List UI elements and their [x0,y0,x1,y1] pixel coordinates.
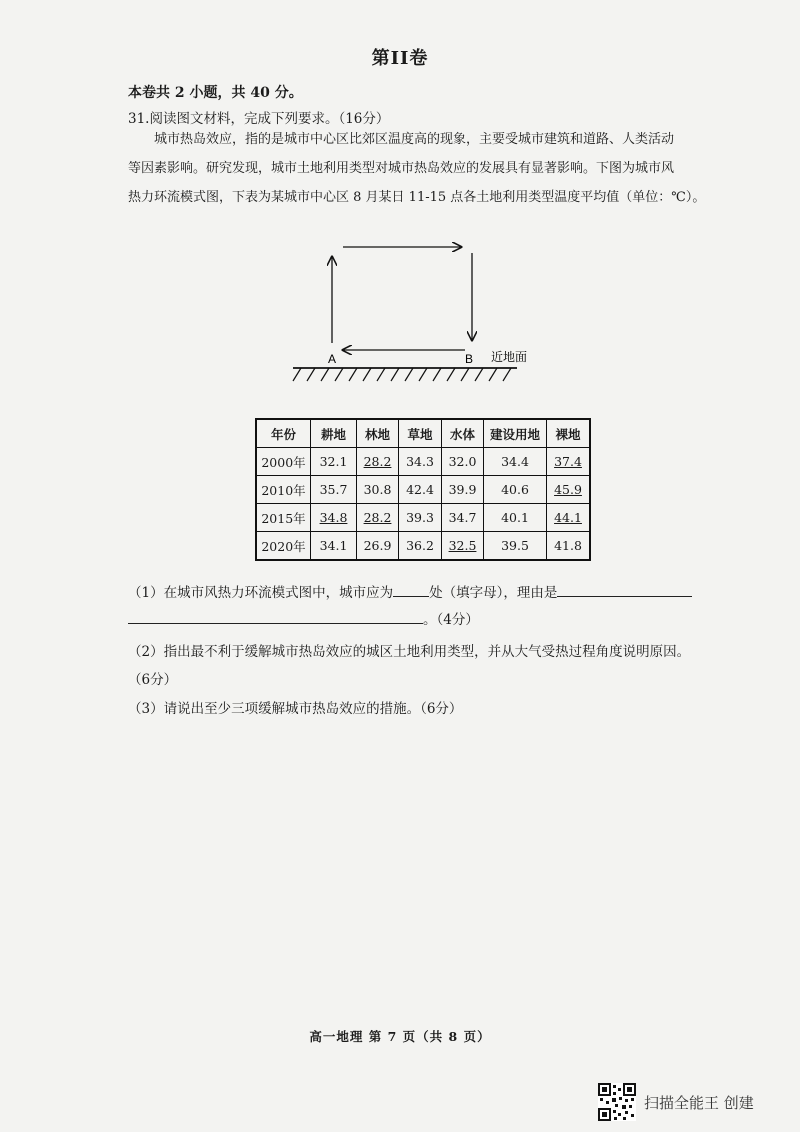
table-cell: 36.2 [399,532,442,561]
heat-circulation-diagram [285,235,545,385]
table-cell: 2015年 [256,504,311,532]
table-cell: 28.2 [357,504,399,532]
header-water: 水体 [442,419,484,448]
intro-line: 城市热岛效应，指的是城市中心区比郊区温度高的现象，主要受城市建筑和道路、人类活动 [154,132,675,147]
table-cell: 2010年 [256,476,311,504]
table-cell: 39.5 [484,532,547,561]
ground-label: 近地面 [491,350,528,364]
ground-hatching [293,368,511,381]
point-b-label: B [465,352,474,366]
table-row [256,476,590,504]
land-use-temperature-table [255,418,591,561]
table-cell: 30.8 [357,476,399,504]
question-1-end: 。（4分） [423,612,479,628]
question-2-line-2: （6分） [128,672,178,688]
table-cell: 34.7 [442,504,484,532]
table-cell: 39.3 [399,504,442,532]
question-1-text-cont: 处（填字母），理由是 [429,585,558,601]
header-grassland: 草地 [399,419,442,448]
header-bareland: 裸地 [547,419,591,448]
table-cell: 34.3 [399,448,442,476]
question-heading: 31.阅读图文材料，完成下列要求。（16分） [128,111,390,127]
table-cell: 34.4 [484,448,547,476]
table-cell: 40.1 [484,504,547,532]
scanner-watermark [598,1083,754,1121]
intro-line: 热力环流模式图，下表为某城市中心区 8 月某日 11-15 点各土地利用类型温度平均值（单位：℃）。 [128,190,706,205]
watermark-text: 扫描全能王 创建 [644,1093,754,1112]
table-cell: 32.0 [442,448,484,476]
page-footer: 高一地理 第 7 页（共 8 页） [309,1029,491,1044]
table-cell: 35.7 [311,476,357,504]
table-cell: 41.8 [547,532,591,561]
table-row [256,504,590,532]
table-cell: 44.1 [547,504,591,532]
table-cell: 39.9 [442,476,484,504]
answer-blank-letter[interactable] [393,582,429,597]
answer-blank-reason[interactable] [557,582,692,597]
table-cell: 37.4 [547,448,591,476]
table-cell: 34.8 [311,504,357,532]
header-year: 年份 [256,419,311,448]
table-cell: 42.4 [399,476,442,504]
table-cell: 40.6 [484,476,547,504]
intro-line: 等因素影响。研究发现，城市土地利用类型对城市热岛效应的发展具有显著影响。下图为城市风 [128,161,675,176]
question-1-text: （1）在城市风热力环流模式图中，城市应为 [128,585,394,601]
answer-blank-reason-cont[interactable] [128,609,423,624]
header-construction: 建设用地 [484,419,547,448]
table-cell: 2020年 [256,532,311,561]
table-cell: 32.1 [311,448,357,476]
section-summary: 本卷共 2 小题，共 40 分。 [128,85,303,101]
intro-paragraph [128,125,718,212]
question-1-line-2 [128,608,479,628]
question-3: （3）请说出至少三项缓解城市热岛效应的措施。（6分） [128,701,463,717]
point-a-label: A [328,352,337,366]
question-1-line-1 [128,581,692,601]
page-title: 第II卷 [371,48,429,69]
table-cell: 45.9 [547,476,591,504]
qr-code-icon [598,1083,636,1121]
table-header-row [256,419,590,448]
header-farmland: 耕地 [311,419,357,448]
table-cell: 26.9 [357,532,399,561]
header-forest: 林地 [357,419,399,448]
question-2-line-1: （2）指出最不利于缓解城市热岛效应的城区土地利用类型，并从大气受热过程角度说明原因。 [128,644,691,660]
table-cell: 28.2 [357,448,399,476]
table-cell: 32.5 [442,532,484,561]
table-cell: 34.1 [311,532,357,561]
table-row [256,448,590,476]
table-cell: 2000年 [256,448,311,476]
table-row [256,532,590,561]
